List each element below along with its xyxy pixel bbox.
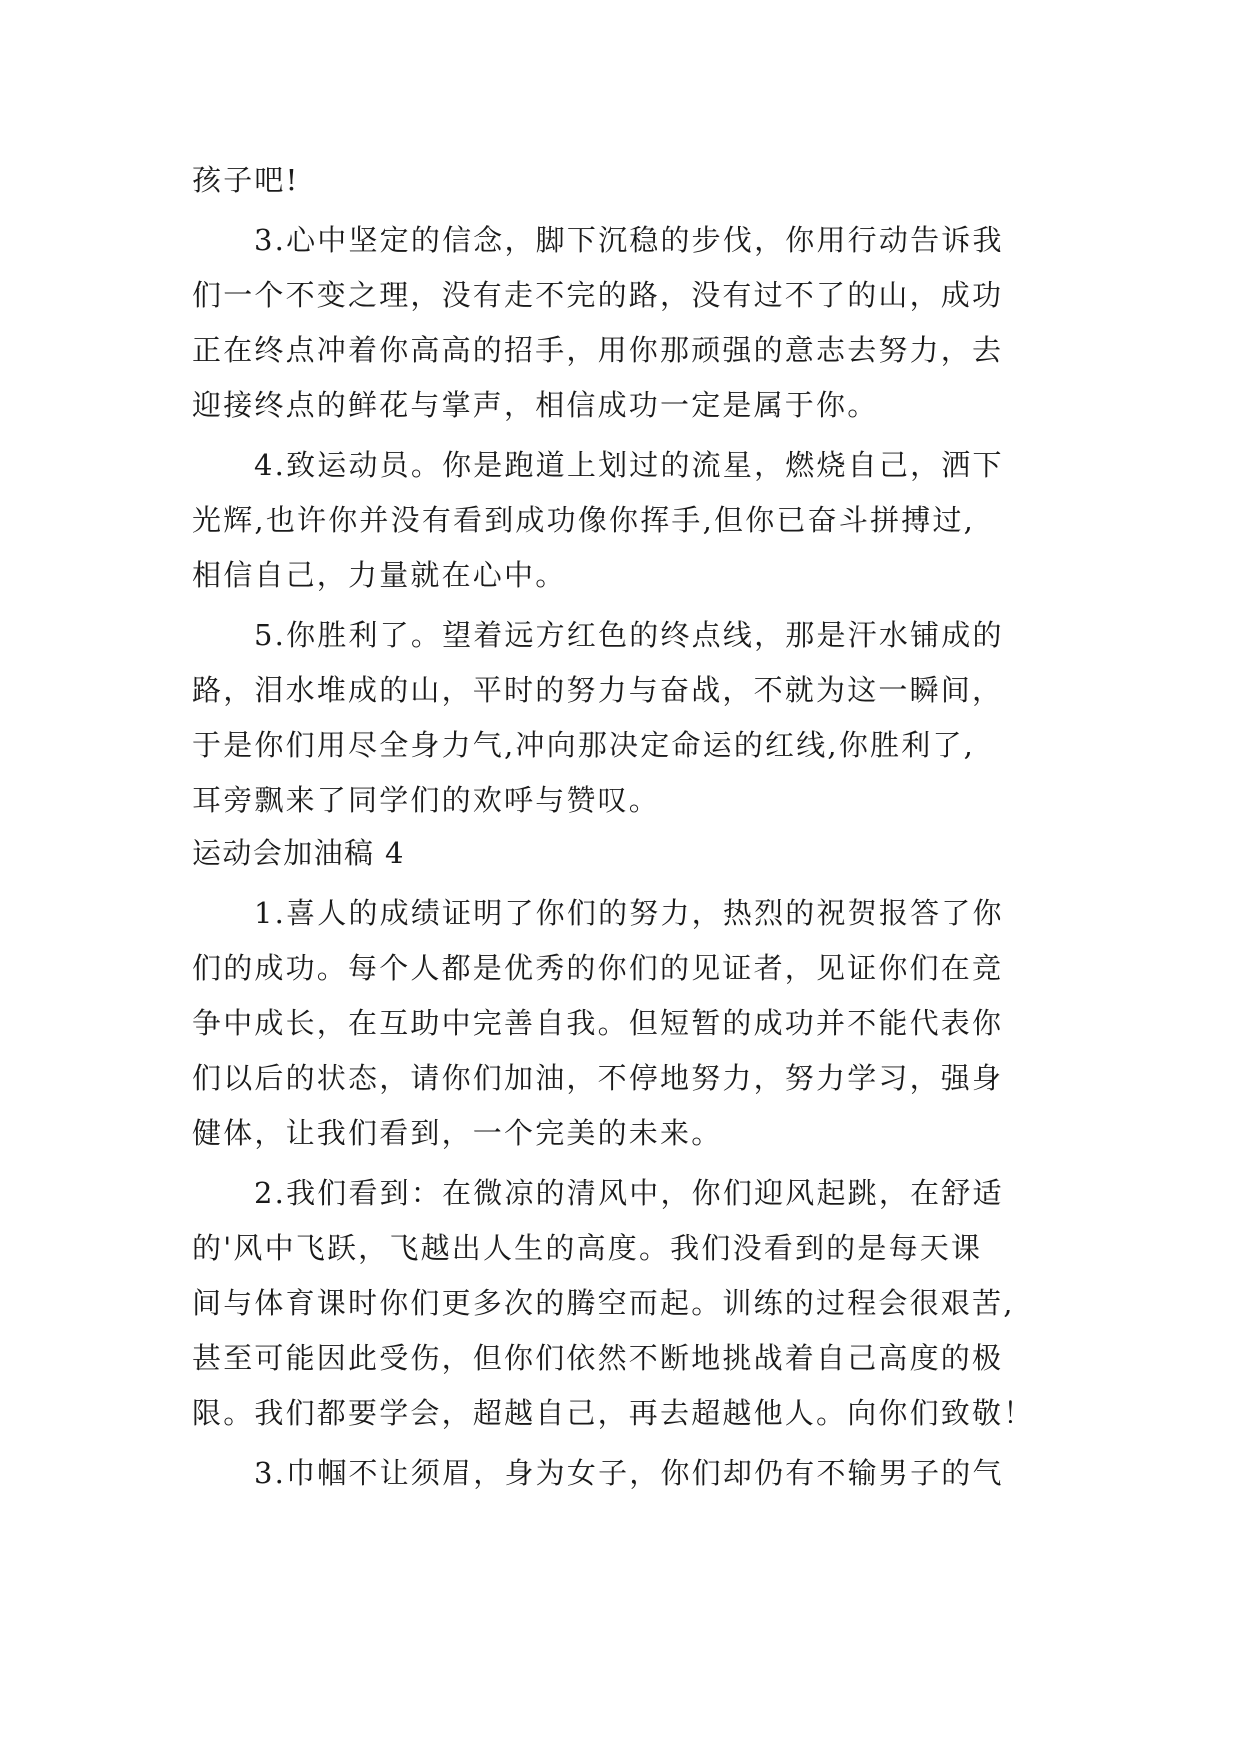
paragraph-line: 健体，让我们看到，一个完美的未来。 [192, 1116, 723, 1150]
paragraph-line: 路，泪水堆成的山，平时的努力与奋战，不就为这一瞬间， [192, 673, 1004, 707]
paragraph-line: 1.喜人的成绩证明了你们的努力，热烈的祝贺报答了你 [254, 896, 1004, 930]
paragraph-line: 3.巾帼不让须眉，身为女子，你们却仍有不输男子的气 [254, 1456, 1004, 1490]
paragraph-line: 甚至可能因此受伤，但你们依然不断地挑战着自己高度的极 [192, 1341, 1004, 1375]
paragraph-line: 孩子吧! [192, 163, 300, 197]
paragraph-line: 争中成长，在互助中完善自我。但短暂的成功并不能代表你 [192, 1006, 1004, 1040]
paragraph-line: 们一个不变之理，没有走不完的路，没有过不了的山，成功 [192, 278, 1004, 312]
paragraph-line: 迎接终点的鲜花与掌声，相信成功一定是属于你。 [192, 388, 879, 422]
paragraph-line: 相信自己，力量就在心中。 [192, 558, 567, 592]
paragraph-line: 2.我们看到：在微凉的清风中，你们迎风起跳，在舒适 [254, 1176, 1004, 1210]
paragraph-line: 于是你们用尽全身力气,冲向那决定命运的红线,你胜利了, [192, 728, 976, 762]
paragraph-line: 3.心中坚定的信念，脚下沉稳的步伐，你用行动告诉我 [254, 223, 1004, 257]
paragraph-line: 光辉,也许你并没有看到成功像你挥手,但你已奋斗拼搏过, [192, 503, 976, 537]
paragraph-line: 的'风中飞跃，飞越出人生的高度。我们没看到的是每天课 [192, 1231, 983, 1265]
paragraph-line: 耳旁飘来了同学们的欢呼与赞叹。 [192, 783, 661, 817]
paragraph-line: 们的成功。每个人都是优秀的你们的见证者，见证你们在竞 [192, 951, 1004, 985]
paragraph-line: 正在终点冲着你高高的招手，用你那顽强的意志去努力，去 [192, 333, 1004, 367]
paragraph-line: 们以后的状态，请你们加油，不停地努力，努力学习，强身 [192, 1061, 1004, 1095]
paragraph-line: 限。我们都要学会，超越自己，再去超越他人。向你们致敬！ [192, 1396, 1035, 1430]
paragraph-line: 间与体育课时你们更多次的腾空而起。训练的过程会很艰苦, [192, 1286, 1015, 1320]
paragraph-line: 4.致运动员。你是跑道上划过的流星，燃烧自己，洒下 [254, 448, 1004, 482]
section-heading: 运动会加油稿 4 [192, 836, 405, 870]
paragraph-line: 5.你胜利了。望着远方红色的终点线，那是汗水铺成的 [254, 618, 1004, 652]
